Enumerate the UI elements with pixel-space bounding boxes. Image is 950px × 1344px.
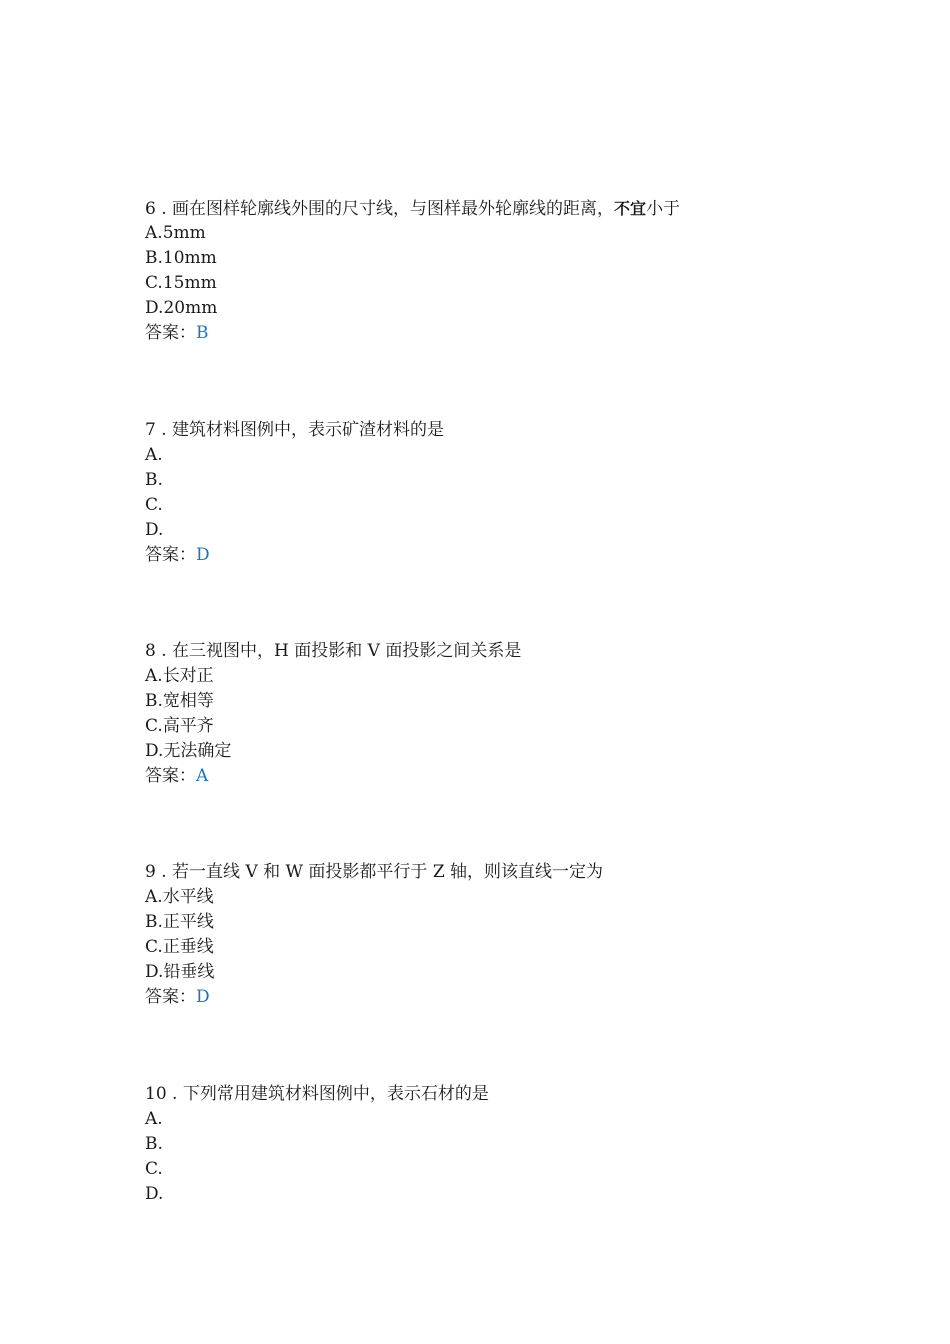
question-text: 9 . 若一直线 V 和 W 面投影都平行于 Z 轴，则该直线一定为 — [145, 862, 604, 882]
question-number: 10 — [145, 1084, 167, 1104]
question-text: 7 . 建筑材料图例中，表示矿渣材料的是 — [145, 420, 445, 440]
option-d: D. — [145, 520, 164, 540]
answer-label: 答案： — [145, 545, 196, 565]
answer-value: D — [196, 987, 210, 1007]
question-6 — [145, 196, 845, 346]
question-text: 8 . 在三视图中，H 面投影和 V 面投影之间关系是 — [145, 641, 522, 661]
question-7 — [145, 418, 845, 568]
option-c: C. — [145, 495, 163, 515]
question-number: 7 — [145, 420, 156, 440]
option-c: C.15mm — [145, 273, 217, 293]
option-a: A. — [145, 445, 163, 465]
question-number: 8 — [145, 641, 156, 661]
option-b: B. — [145, 1134, 163, 1154]
option-d: D. — [145, 1184, 164, 1204]
option-b: B.正平线 — [145, 912, 214, 932]
option-a: A.水平线 — [145, 887, 214, 907]
question-stem: 画在图样轮廓线外围的尺寸线，与图样最外轮廓线的距离， — [172, 199, 615, 219]
question-stem: 建筑材料图例中，表示矿渣材料的是 — [172, 420, 445, 440]
option-d: D.20mm — [145, 298, 218, 318]
answer-line — [145, 764, 845, 789]
option-c: C. — [145, 1159, 163, 1179]
option-b: B.宽相等 — [145, 691, 214, 711]
option-a: A.长对正 — [145, 666, 214, 686]
question-stem: 在三视图中，H 面投影和 V 面投影之间关系是 — [172, 641, 522, 661]
question-text: 6 . 画在图样轮廓线外围的尺寸线，与图样最外轮廓线的距离，不宜小于 — [145, 199, 681, 219]
answer-label: 答案： — [145, 766, 196, 786]
question-number: 6 — [145, 199, 156, 219]
answer-label: 答案： — [145, 323, 196, 343]
option-d: D.铅垂线 — [145, 962, 215, 982]
question-10 — [145, 1082, 845, 1207]
option-b: B. — [145, 470, 163, 490]
emphasis-text: 不宜 — [614, 199, 647, 218]
question-stem: 若一直线 V 和 W 面投影都平行于 Z 轴，则该直线一定为 — [172, 862, 604, 882]
option-b: B.10mm — [145, 248, 217, 268]
option-c: C.高平齐 — [145, 716, 214, 736]
question-number: 9 — [145, 862, 156, 882]
option-a: A. — [145, 1109, 163, 1129]
option-d: D.无法确定 — [145, 741, 232, 761]
question-stem: 下列常用建筑材料图例中，表示石材的是 — [182, 1084, 489, 1104]
option-a: A.5mm — [145, 223, 206, 243]
question-9 — [145, 860, 845, 1010]
answer-value: A — [196, 766, 209, 786]
option-c: C.正垂线 — [145, 937, 214, 957]
answer-value: B — [196, 323, 209, 343]
answer-label: 答案： — [145, 987, 196, 1007]
question-8 — [145, 639, 845, 789]
question-text: 10 . 下列常用建筑材料图例中，表示石材的是 — [145, 1084, 489, 1104]
answer-value: D — [196, 545, 210, 565]
answer-line — [145, 321, 845, 346]
answer-line — [145, 985, 845, 1010]
answer-line — [145, 543, 845, 568]
